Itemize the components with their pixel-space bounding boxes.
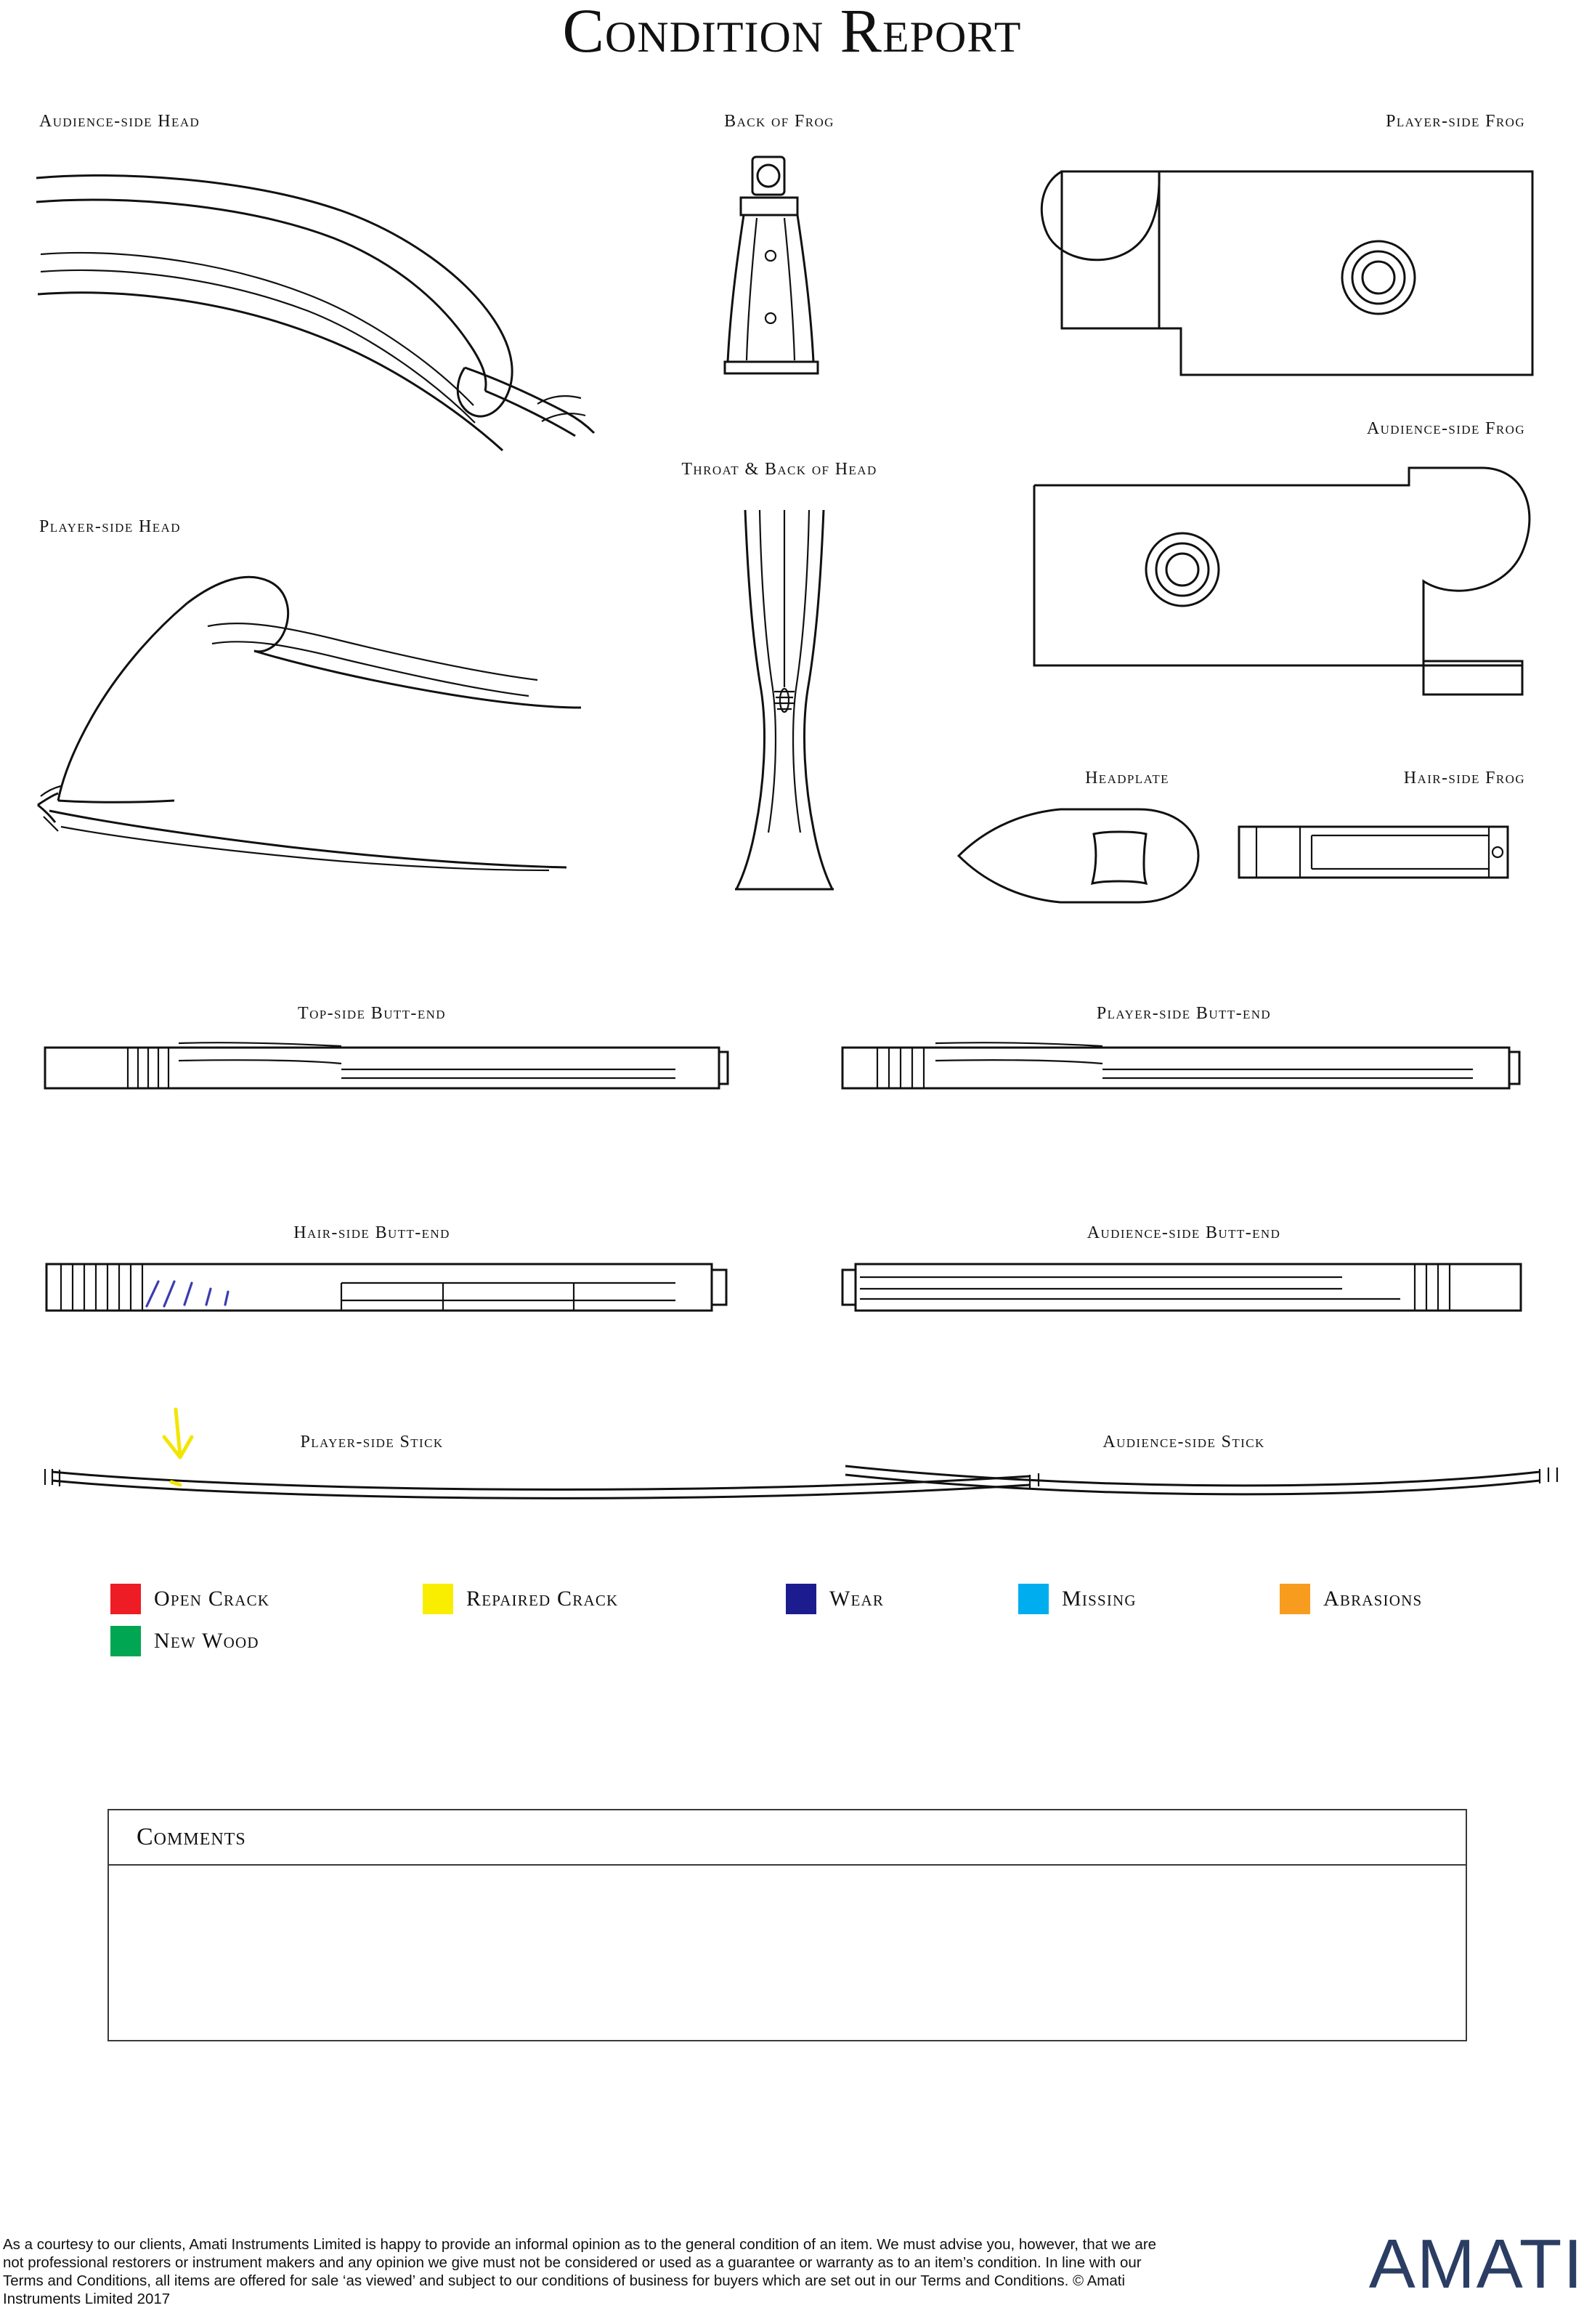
figure-back-of-frog <box>712 145 857 407</box>
caption-audience-side-head: Audience-side Head <box>39 112 200 131</box>
legend-swatch-abrasions <box>1280 1584 1310 1614</box>
legend-swatch-open-crack <box>110 1584 141 1614</box>
legend-label-missing: Missing <box>1062 1587 1137 1611</box>
legend-label-repaired-crack: Repaired Crack <box>466 1587 619 1611</box>
amati-logo: AMATI <box>1368 2225 1584 2303</box>
figure-hair-side-butt-end <box>36 1251 734 1331</box>
caption-audience-side-butt-end: Audience-side Butt-end <box>1087 1223 1281 1242</box>
caption-audience-side-frog: Audience-side Frog <box>1366 419 1525 438</box>
figure-headplate <box>951 802 1213 911</box>
comments-title: Comments <box>137 1823 246 1850</box>
legend-swatch-repaired-crack <box>423 1584 453 1614</box>
figure-throat-and-back-of-head <box>719 501 850 894</box>
comments-header <box>109 1810 1466 1866</box>
figure-audience-side-frog <box>1031 450 1540 697</box>
figure-audience-side-stick <box>834 1446 1560 1511</box>
comments-box[interactable] <box>107 1809 1467 2041</box>
caption-audience-side-stick: Audience-side Stick <box>1102 1433 1265 1452</box>
caption-top-side-butt-end: Top-side Butt-end <box>298 1004 446 1023</box>
caption-back-of-frog: Back of Frog <box>724 112 834 131</box>
caption-headplate: Headplate <box>1085 769 1169 788</box>
figure-audience-side-butt-end <box>834 1251 1531 1331</box>
caption-hair-side-butt-end: Hair-side Butt-end <box>293 1223 450 1242</box>
annotation-repaired-crack <box>164 1409 192 1485</box>
legend-swatch-missing <box>1018 1584 1049 1614</box>
page-title: Condition Report <box>562 0 1022 65</box>
legend-label-abrasions: Abrasions <box>1323 1587 1423 1611</box>
legend-row-1 <box>0 1584 1584 1614</box>
figure-player-side-butt-end <box>834 1032 1531 1112</box>
figure-player-side-head <box>29 549 625 869</box>
legend-swatch-new-wood <box>110 1626 141 1656</box>
legend-label-new-wood: New Wood <box>154 1629 259 1653</box>
legend <box>0 1584 1584 1668</box>
caption-player-side-butt-end: Player-side Butt-end <box>1096 1004 1272 1023</box>
legend-item-abrasions <box>1280 1584 1422 1614</box>
legend-item-missing <box>1018 1584 1280 1614</box>
legend-label-open-crack: Open Crack <box>154 1587 270 1611</box>
caption-throat-and-back-of-head: Throat & Back of Head <box>681 460 877 479</box>
legend-item-open-crack <box>110 1584 423 1614</box>
legend-label-wear: Wear <box>829 1587 885 1611</box>
figure-top-side-butt-end <box>36 1032 734 1112</box>
legend-item-repaired-crack <box>423 1584 786 1614</box>
legend-item-wear <box>786 1584 1018 1614</box>
comments-body[interactable] <box>109 1866 1466 2095</box>
legend-swatch-wear <box>786 1584 816 1614</box>
figure-hair-side-frog <box>1235 806 1525 901</box>
legend-item-new-wood <box>110 1626 259 1656</box>
figure-audience-side-head <box>29 138 610 450</box>
caption-player-side-head: Player-side Head <box>39 517 181 536</box>
caption-hair-side-frog: Hair-side Frog <box>1403 769 1525 788</box>
caption-player-side-stick: Player-side Stick <box>300 1433 444 1452</box>
footer-disclaimer: As a courtesy to our clients, Amati Instruments Limited is happy to provide an informal opinion as to the general condition of an item. We must advise you, however, that we are not professional restorers or instrument makers and any opinion we give must not be considered or used as a guarantee or warranty as to an item’s condition. In line with our Terms and Conditions, all items are offered for sale ‘as viewed’ and subject to our conditions of business for buyers which are set out in our Terms and Conditions. © Amati Instruments Limited 2017 <box>3 2236 1157 2307</box>
caption-player-side-frog: Player-side Frog <box>1386 112 1525 131</box>
figure-player-side-frog <box>1031 153 1540 400</box>
annotation-wear-marks <box>147 1282 228 1306</box>
legend-row-2 <box>0 1626 1584 1656</box>
